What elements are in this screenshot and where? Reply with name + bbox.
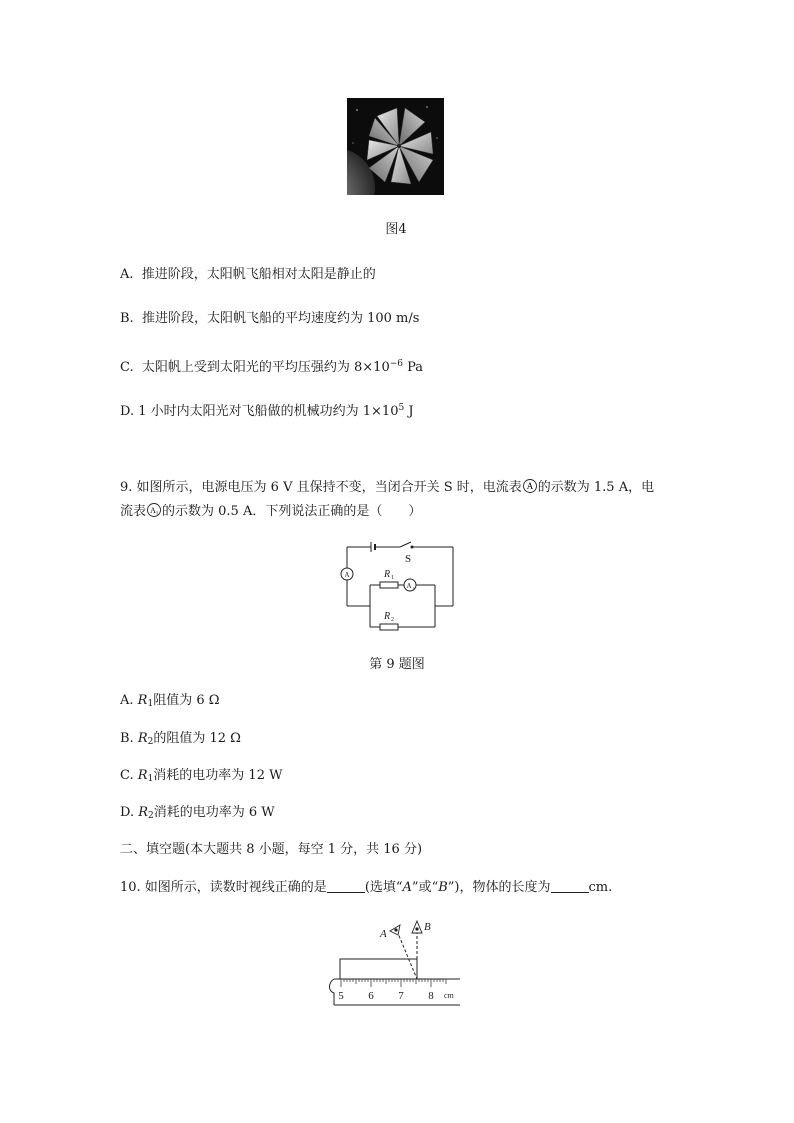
option-prefix: D. — [120, 404, 135, 419]
switch-label: S — [405, 553, 412, 565]
solar-sail-photo — [347, 98, 444, 195]
exponent: 5 — [398, 403, 405, 413]
option-var: R — [137, 731, 148, 746]
r1-label: R — [384, 569, 391, 580]
option-text: 消耗的电功率为 6 W — [153, 805, 275, 820]
q8-option-a[interactable] — [120, 266, 376, 284]
tick-label-7: 7 — [398, 990, 404, 1002]
option-text-unit: Pa — [403, 360, 424, 375]
eye-b-label: B — [424, 921, 431, 933]
q9-option-a[interactable] — [120, 692, 220, 713]
q10-option-a: A — [402, 880, 412, 895]
option-var-sub: 2 — [148, 811, 154, 821]
figure-4-caption: 图4 — [385, 222, 407, 237]
option-var-sub: 2 — [147, 737, 154, 747]
option-text: 推进阶段，太阳帆飞船相对太阳是静止的 — [141, 267, 376, 282]
option-text: 1 小时内太阳光对飞船做的机械功约为 1×10 — [138, 404, 399, 419]
ammeter-a1-icon — [146, 502, 162, 524]
option-text: 阻值为 6 Ω — [153, 693, 220, 708]
option-prefix: B. — [120, 311, 134, 326]
r2-sub: 2 — [391, 617, 394, 623]
option-prefix: A. — [120, 693, 134, 708]
q10-text: ”)，物体的长度为 — [447, 880, 551, 895]
eye-b-icon — [412, 921, 422, 933]
r2-label: R — [384, 611, 391, 622]
tick-label-8: 8 — [428, 990, 434, 1002]
q10-blank-2[interactable] — [551, 880, 589, 893]
section-2-heading: 二、填空题(本大题共 8 小题，每空 1 分，共 16 分) — [120, 842, 423, 857]
r1-sub: 1 — [391, 575, 394, 581]
q10-stem — [120, 879, 612, 897]
q10-blank-1[interactable] — [327, 880, 365, 893]
q8-option-c[interactable] — [120, 355, 423, 377]
q9-stem-text: 流表 — [120, 504, 147, 519]
q9-stem-text: 的示数为 0.5 A．下列说法正确的是（ ） — [162, 504, 422, 519]
option-var: R — [137, 768, 148, 783]
ammeter-a1-sub: 1 — [155, 511, 159, 517]
q8-option-b[interactable] — [120, 310, 419, 328]
q9-option-c[interactable] — [120, 767, 282, 788]
option-prefix: C. — [120, 360, 134, 375]
q9-option-b[interactable] — [120, 730, 241, 751]
ammeter-a1-label: A — [150, 506, 156, 515]
tick-label-5: 5 — [338, 990, 344, 1002]
option-prefix: C. — [120, 768, 134, 783]
option-text: 太阳帆上受到太阳光的平均压强约为 8×10 — [141, 360, 390, 375]
q10-option-b: B — [438, 880, 448, 895]
q10-text: (选填“ — [364, 880, 403, 895]
option-prefix: B. — [120, 731, 134, 746]
option-var: R — [137, 693, 148, 708]
q9-option-d[interactable] — [120, 804, 275, 825]
q9-stem-line-2 — [120, 502, 421, 524]
q10-text: ”或“ — [411, 880, 439, 895]
eye-a-icon — [390, 925, 400, 935]
branch-ammeter-label: A — [406, 582, 412, 590]
circuit-diagram — [335, 535, 460, 635]
option-prefix: A. — [120, 267, 134, 282]
option-text-unit: J — [404, 404, 414, 419]
tick-label-6: 6 — [368, 990, 374, 1002]
q10-text: cm. — [588, 880, 613, 895]
q9-stem-text: 的示数为 1.5 A，电 — [537, 480, 655, 495]
option-text: 的阻值为 12 Ω — [153, 731, 241, 746]
exponent: −6 — [389, 359, 404, 369]
solar-sail-image — [347, 98, 444, 195]
option-var-sub: 1 — [147, 774, 154, 784]
q9-stem-line-1 — [120, 478, 654, 500]
option-prefix: D. — [120, 805, 135, 820]
ruler-diagram — [326, 917, 466, 1009]
q9-figure-caption: 第 9 题图 — [369, 657, 425, 672]
q10-text: 10. 如图所示，读数时视线正确的是 — [120, 880, 327, 895]
ammeter-a-icon — [522, 478, 538, 500]
ammeter-a-label: A — [526, 481, 534, 491]
option-text: 推进阶段，太阳帆飞船的平均速度约为 100 m/s — [141, 311, 420, 326]
option-var-sub: 1 — [147, 699, 154, 709]
branch-ammeter-sub: 1 — [412, 586, 415, 591]
option-text: 消耗的电功率为 12 W — [153, 768, 283, 783]
q8-option-d[interactable] — [120, 399, 414, 421]
option-var: R — [138, 805, 149, 820]
unit-label: cm — [444, 991, 454, 1000]
main-ammeter-label: A — [344, 571, 350, 579]
q9-stem-text: 9. 如图所示，电源电压为 6 V 且保持不变，当闭合开关 S 时，电流表 — [120, 480, 522, 495]
eye-a-label: A — [380, 928, 387, 940]
